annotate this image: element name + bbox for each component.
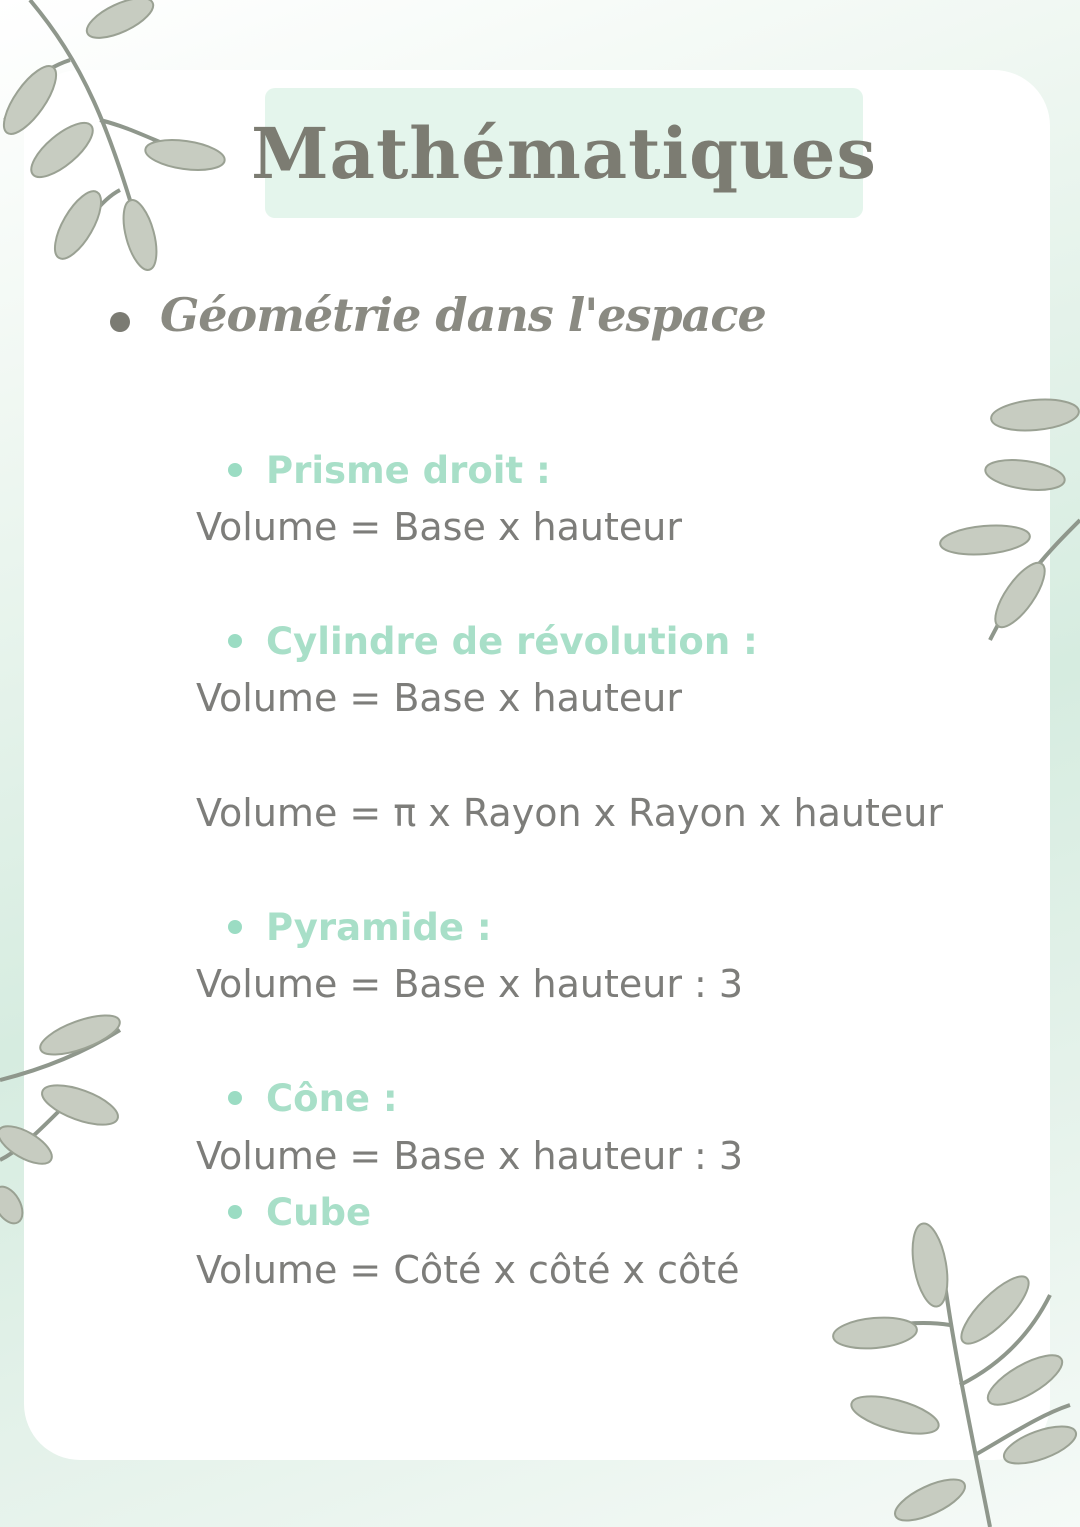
formula-prisme: Volume = Base x hauteur xyxy=(196,505,682,549)
heading-cone: Cône : xyxy=(266,1077,398,1120)
heading-cube: Cube xyxy=(266,1191,372,1234)
heading-prisme: Prisme droit : xyxy=(266,449,551,492)
page-title: Mathématiques xyxy=(251,111,877,195)
leaf-branch-bottom-right-icon xyxy=(830,1215,1080,1527)
formula-cylindre-2: Volume = π x Rayon x Rayon x hauteur xyxy=(196,791,943,835)
bullet xyxy=(228,463,242,477)
bullet xyxy=(228,920,242,934)
section-bullet xyxy=(110,312,130,332)
leaf-branch-right-icon xyxy=(930,390,1080,650)
section-title: Géométrie dans l'espace xyxy=(160,288,766,342)
bullet xyxy=(228,1091,242,1105)
formula-cube: Volume = Côté x côté x côté xyxy=(196,1248,740,1292)
title-box xyxy=(251,88,877,218)
heading-pyramide: Pyramide : xyxy=(266,906,492,949)
formula-cone: Volume = Base x hauteur : 3 xyxy=(196,1134,744,1178)
bullet xyxy=(228,634,242,648)
bullet xyxy=(228,1205,242,1219)
heading-cylindre: Cylindre de révolution : xyxy=(266,620,758,663)
leaf-branch-left-icon xyxy=(0,1000,140,1230)
formula-cylindre-1: Volume = Base x hauteur xyxy=(196,676,682,720)
formula-pyramide: Volume = Base x hauteur : 3 xyxy=(196,962,744,1006)
leaf-branch-top-left-icon xyxy=(0,0,240,300)
